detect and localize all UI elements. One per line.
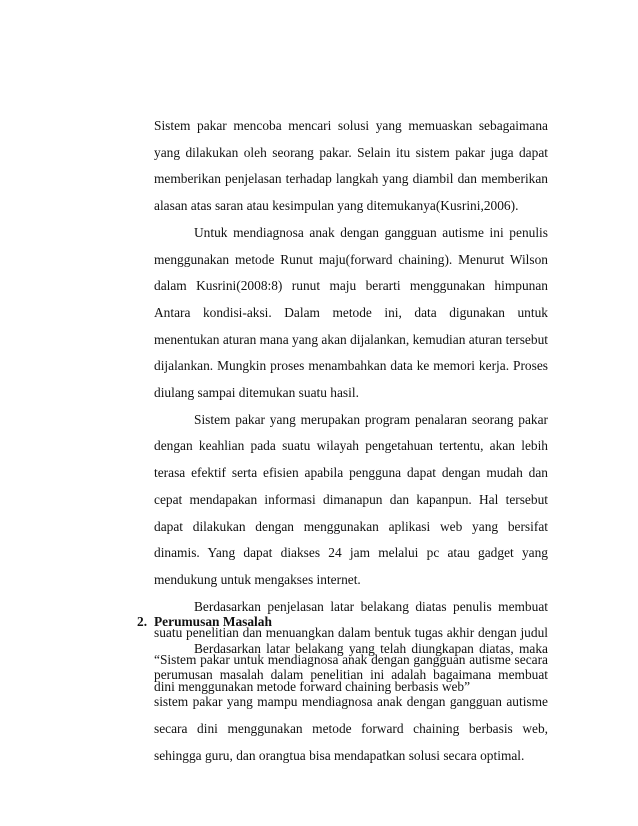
paragraph-problem-statement: Berdasarkan latar belakang yang telah diungkapan diatas, maka perumusan masalah dalam penelitian ini adalah bagaimana membuat sistem pakar yang mampu mendiagnosa anak dengan gangguan autisme secara dini menggunakan metode forward chaining berbasis web, sehingga guru, dan orangtua bisa mendapatkan solusi secara optimal.	[154, 640, 548, 763]
paragraph-web-application: Sistem pakar yang merupakan program penalaran seorang pakar dengan keahlian pada suatu wilayah pengetahuan tertentu, akan lebih terasa efektif serta efisien apabila pengguna dapat dengan mudah dan cepat mendapakan informasi dimanapun dan kapanpun. Hal tersebut dapat dilakukan dengan menggunakan aplikasi web yang bersifat dinamis. Yang dapat diakses 24 jam melalui pc atau gadget yang mendukung untuk mengakses internet.	[154, 411, 548, 587]
section-body	[154, 636, 548, 770]
section-problem-statement	[137, 609, 548, 769]
paragraph-forward-chaining: Untuk mendiagnosa anak dengan gangguan autisme ini penulis menggunakan metode Runut maju(forward chaining). Menurut Wilson dalam Kusrini(2008:8) runut maju berarti menggunakan himpunan Antara kondisi-aksi. Dalam metode ini, data digunakan untuk menentukan aturan mana yang akan dijalankan, kemudian aturan tersebut dijalankan. Mungkin proses menambahkan data ke memori kerja. Proses diulang sampai ditemukan suatu hasil.	[154, 224, 548, 401]
section-number: 2.	[137, 614, 148, 629]
section-title: Perumusan Masalah	[154, 614, 272, 629]
paragraph-thesis-title: Berdasarkan penjelasan latar belakang diatas penulis membuat suatu penelitian dan menuangkan dalam bentuk tugas akhir dengan judul “Sistem pakar untuk mendiagnosa anak dengan gangguan autisme secara dini menggunakan metode forward chaining berbasis web”	[154, 598, 548, 694]
paragraph-expert-system-definition: Sistem pakar mencoba mencari solusi yang memuaskan sebagaimana yang dilakukan oleh seorang pakar. Selain itu sistem pakar juga dapat memberikan penjelasan terhadap langkah yang diambil dan memberikan alasan atas saran atau kesimpulan yang ditemukanya(Kusrini,2006).	[154, 118, 548, 214]
section-heading	[137, 609, 548, 636]
